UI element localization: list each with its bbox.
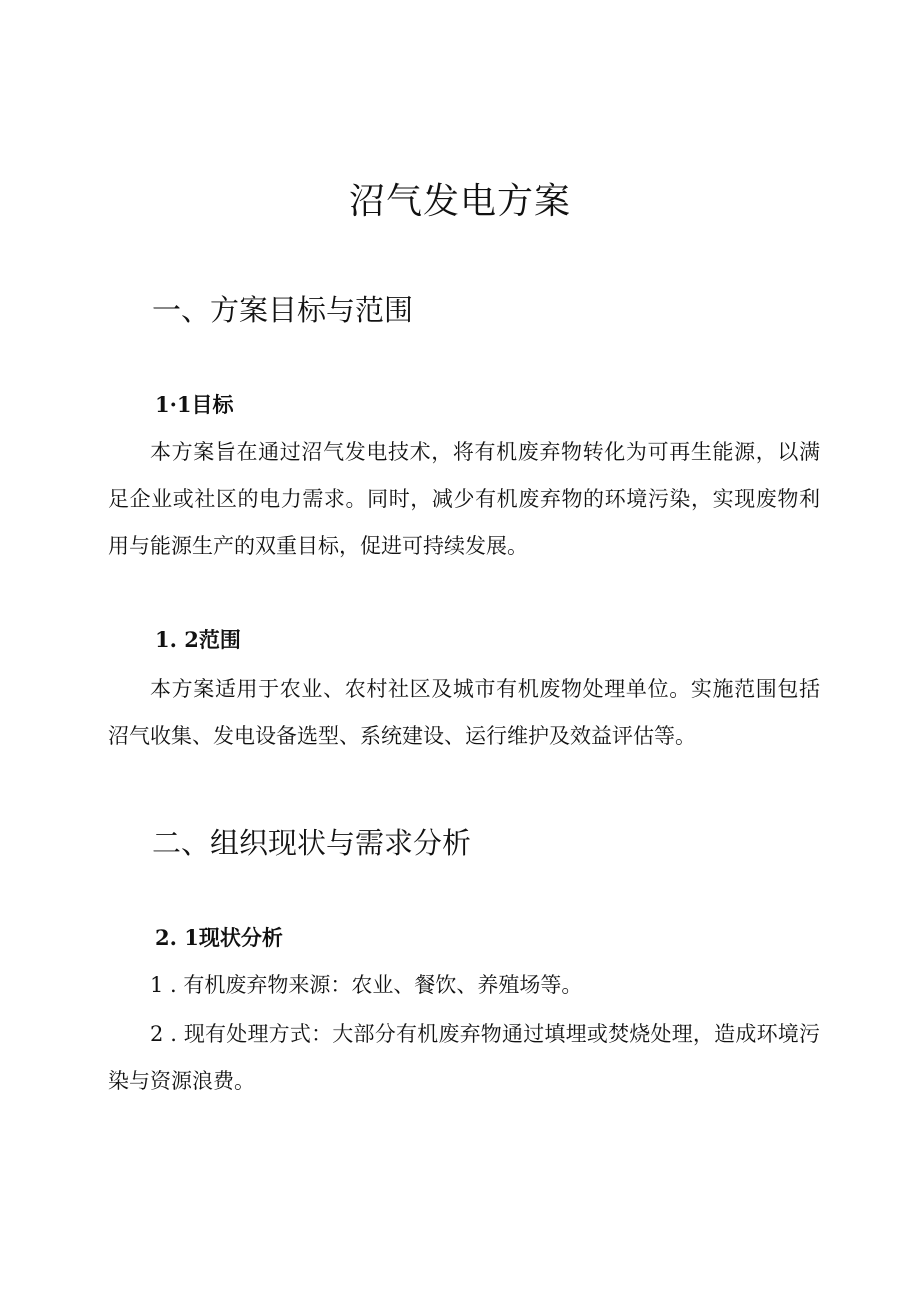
section-heading-1: 一、方案目标与范围 — [152, 293, 414, 327]
paragraph-scope: 本方案适用于农业、农村社区及城市有机废物处理单位。实施范围包括沼气收集、发电设备选型、系统建设、运行维护及效益评估等。 — [108, 677, 820, 748]
section-heading-2: 二、组织现状与需求分析 — [152, 826, 472, 860]
subsection-heading-1-1: 1·1目标 — [155, 392, 234, 417]
subsection-heading-1-2: 1. 2范围 — [155, 627, 241, 652]
paragraph-goal: 本方案旨在通过沼气发电技术，将有机废弃物转化为可再生能源，以满足企业或社区的电力需求。同时，减少有机废弃物的环境污染，实现废物利用与能源生产的双重目标，促进可持续发展。 — [108, 440, 820, 558]
list-item: 1 . 有机废弃物来源：农业、餐饮、养殖场等。 — [150, 973, 583, 997]
document-title: 沼气发电方案 — [348, 181, 571, 222]
subsection-heading-2-1: 2. 1现状分析 — [155, 925, 283, 950]
list-item: 2 . 现有处理方式：大部分有机废弃物通过填埋或焚烧处理，造成环境污染与资源浪费。 — [108, 1022, 820, 1093]
